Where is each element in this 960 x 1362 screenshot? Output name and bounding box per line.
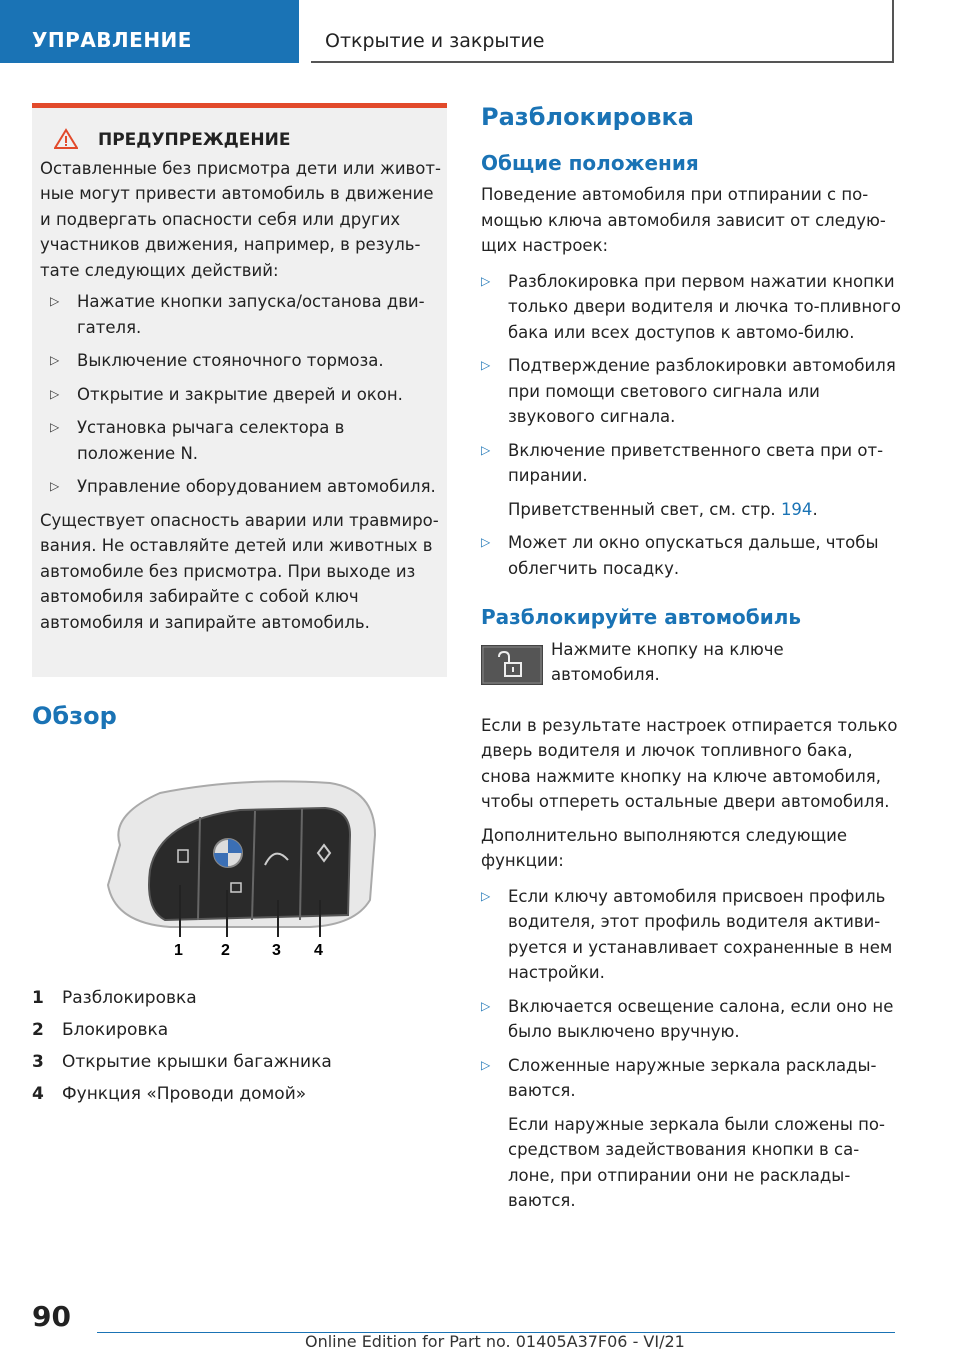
legend-item: 1 Разблокировка xyxy=(32,988,197,1008)
para2: Дополнительно выполняются следующие функции: xyxy=(481,825,847,870)
warning-box xyxy=(32,103,447,677)
edition-text: Online Edition for Part no. 01405A37F06 - VI/21 xyxy=(305,1332,685,1351)
key-fob-illustration xyxy=(90,775,390,965)
unlock-button-icon xyxy=(481,645,543,685)
unlock-car-heading: Разблокируйте автомобиль xyxy=(481,605,802,629)
legend-item: 2 Блокировка xyxy=(32,1020,169,1040)
general-heading: Общие положения xyxy=(481,150,699,175)
warning-icon xyxy=(54,128,78,150)
page-number: 90 xyxy=(32,1300,71,1333)
list-item: ▷ Включение приветственного света при от-пирании. Приветственный свет, см. стр. 194. xyxy=(481,440,884,519)
callout-2: 2 xyxy=(221,942,230,959)
list-item: ▷ Управление оборудованием автомобиля. xyxy=(50,477,436,496)
callout-3: 3 xyxy=(272,942,281,959)
legend-item: 4 Функция «Проводи домой» xyxy=(32,1084,307,1104)
list-item: ▷ Выключение стояночного тормоза. xyxy=(50,351,384,370)
press-text: Нажмите кнопку на ключе автомобиля. xyxy=(551,639,784,684)
para1: Если в результате настроек отпирается только дверь водителя и лючок топливного бака, снова нажмите кнопку на ключе автомобиля, чтобы отпереть остальные двери автомобиля. xyxy=(481,715,898,811)
warning-title: ПРЕДУПРЕЖДЕНИЕ xyxy=(98,130,291,150)
warning-outro: Существует опасность аварии или травмиро-вания. Не оставляйте детей или животных в автомобиле без присмотра. При выходе из автомобиля забирайте с собой ключ автомобиля и запирайте автомобиль. xyxy=(40,510,439,632)
page-link-194[interactable]: 194 xyxy=(780,499,813,519)
section-tab xyxy=(0,0,299,63)
list-item: ▷ Если ключу автомобиля присвоен профиль водителя, этот профиль водителя активи-руется и устанавливает сохраненные в нем настройки. xyxy=(481,886,893,982)
list-item: ▷ Установка рычага селектора в положение N. xyxy=(50,418,345,463)
section-title: УПРАВЛЕНИЕ xyxy=(32,28,192,52)
list-item: ▷ Сложенные наружные зеркала расклады-ваются. Если наружные зеркала были сложены по-средством задействования кнопки в са-лоне, при отпирании они не расклады-ваются. xyxy=(481,1055,885,1210)
callout-4: 4 xyxy=(314,942,323,959)
legend-list xyxy=(32,982,447,1110)
warning-intro: Оставленные без присмотра дети или живот-ные могут привести автомобиль в движение и подвергать опасности себя или других участников движения, например, в резуль-тате следующих действий: xyxy=(40,158,441,280)
list-item: ▷ Открытие и закрытие дверей и окон. xyxy=(50,384,403,404)
chapter-title: Открытие и закрытие xyxy=(325,30,545,52)
list-item: ▷ Подтверждение разблокировки автомобиля при помощи светового сигнала или звукового сигнала. xyxy=(481,356,896,426)
unlock-heading: Разблокировка xyxy=(481,103,694,131)
general-text: Поведение автомобиля при отпирании с по-мощью ключа автомобиля зависит от следую-щих настроек: xyxy=(481,185,886,255)
list-item: ▷ Разблокировка при первом нажатии кнопки только двери водителя и лючка то-пливного бака или всех доступов к автомо-билю. xyxy=(481,271,902,342)
callout-1: 1 xyxy=(174,942,183,959)
list-item: ▷ Может ли окно опускаться дальше, чтобы облегчить посадку. xyxy=(481,533,879,578)
list-item: ▷ Нажатие кнопки запуска/останова дви-гателя. xyxy=(50,292,425,337)
chapter-tab xyxy=(311,0,894,63)
overview-heading: Обзор xyxy=(32,702,117,730)
list-item: ▷ Включается освещение салона, если оно не было выключено вручную. xyxy=(481,996,894,1041)
legend-item: 3 Открытие крышки багажника xyxy=(32,1052,332,1072)
